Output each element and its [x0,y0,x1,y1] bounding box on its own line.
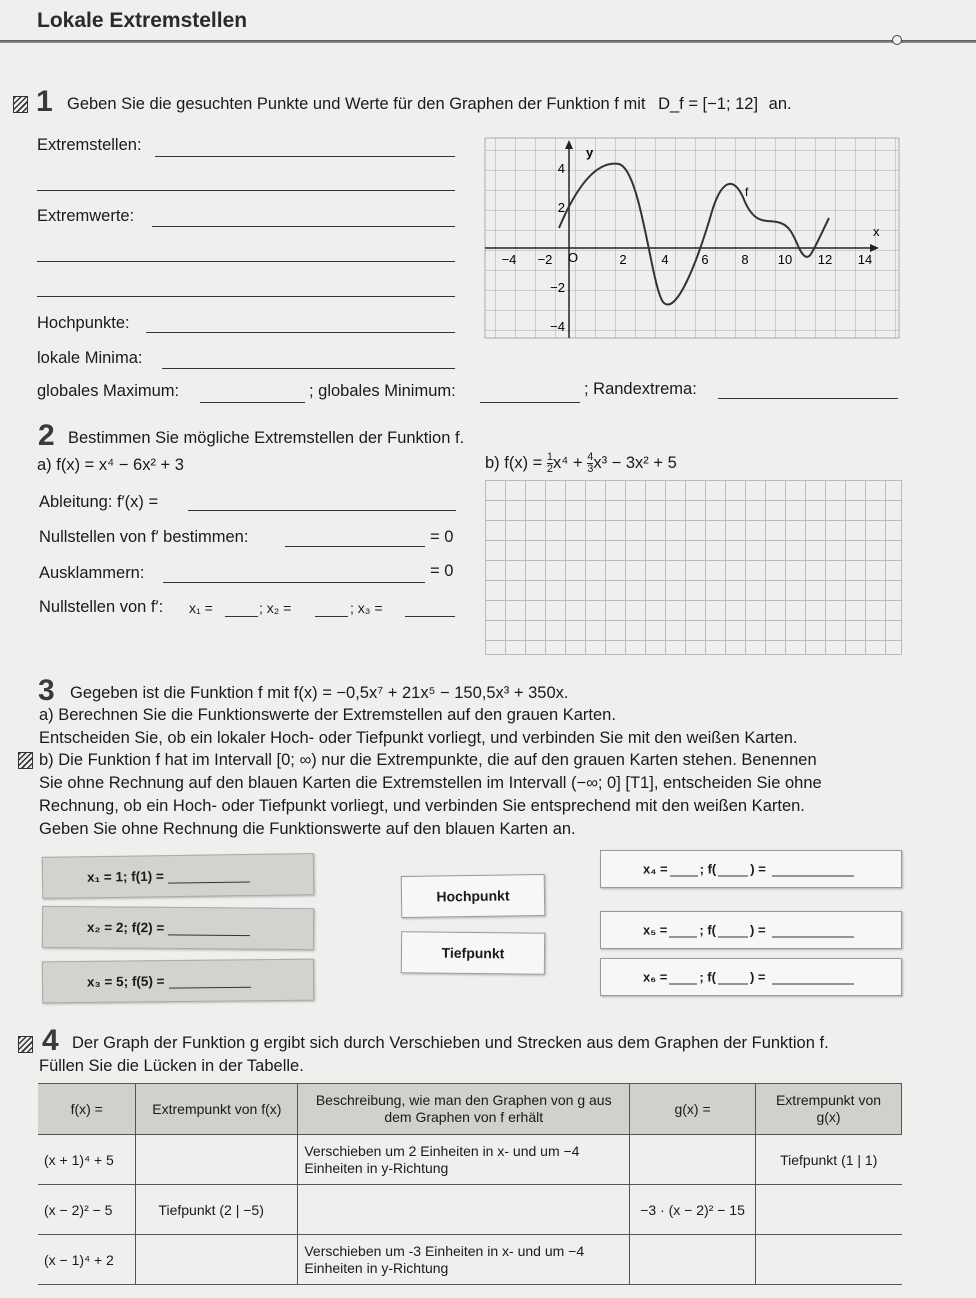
table-header: Beschreibung, wie man den Graphen von g aus dem Graphen von f erhält [298,1084,630,1135]
blue-card-x-label: x₄ = [643,861,668,877]
table-row [38,1135,902,1185]
answer-line-x2[interactable] [315,616,348,617]
blue-card-text [643,862,854,877]
answer-blank[interactable] [718,984,748,985]
grey-card-x3[interactable] [42,959,314,1004]
task3-b-line2: Sie ohne Rechnung auf den blauen Karten die Extremstellen im Intervall (−∞; 0] [T1], entscheiden Sie ohne [39,774,822,792]
blue-card-eq: ) = [750,922,766,938]
white-card-tiefpunkt[interactable] [401,931,545,975]
y-tick-label: −4 [550,319,565,334]
answer-blank[interactable] [718,937,748,938]
header-rule [0,40,976,43]
label-x3: ; x₃ = [350,600,383,616]
task3-a-line1: a) Berechnen Sie die Funktionswerte der Extremstellen auf den grauen Karten. [39,706,616,724]
x-axis-label: x [873,224,880,239]
blue-card-eq: ) = [749,969,766,985]
x-tick-label: 14 [857,252,873,267]
table-cell-blank[interactable] [756,1185,902,1235]
answer-line-extremstellen-2[interactable] [37,190,455,191]
blue-card-x6[interactable] [600,958,902,996]
task3-b-line4: Geben Sie ohne Rechnung die Funktionswerte auf den blauen Karten an. [39,820,576,838]
x-tick-label: 2 [619,252,627,267]
function-graph [455,130,905,345]
table-header: f(x) = [38,1084,136,1135]
label-extremstellen: Extremstellen: [37,136,142,154]
x-tick-label: 10 [777,252,793,267]
table-cell: Tiefpunkt (2 | −5) [136,1185,298,1235]
table-row [38,1185,902,1235]
answer-line-x3[interactable] [405,616,455,617]
label-lokale-minima: lokale Minima: [37,349,143,367]
pencil-icon [18,1036,33,1053]
task4-line2: Füllen Sie die Lücken in der Tabelle. [39,1057,304,1075]
table-cell-blank[interactable] [136,1235,298,1285]
table-header: Extrempunkt von g(x) [756,1084,902,1135]
y-axis-label: y [586,145,594,160]
answer-line-extremwerte-3[interactable] [37,296,455,297]
table-cell: Tiefpunkt (1 | 1) [756,1135,902,1185]
answer-line-ausklammern[interactable] [163,582,425,583]
task1-domain-suffix: an. [768,95,792,113]
answer-blank[interactable] [168,934,250,936]
task3-b-line3: Rechnung, ob ein Hoch- oder Tiefpunkt vorliegt, und verbinden Sie entsprechend mit den weißen Karten. [39,797,805,815]
label-x1: x₁ = [189,600,213,616]
table-cell-blank[interactable] [630,1135,756,1185]
answer-blank[interactable] [669,937,697,938]
grey-card-x1[interactable] [42,853,315,899]
table-cell-blank[interactable] [756,1235,902,1285]
page-title: Lokale Extremstellen [37,9,248,32]
task2-b-mid: x⁴ + [553,453,583,472]
grey-card-x2[interactable] [42,906,314,950]
x-tick-label: −2 [537,252,553,267]
table-cell: (x − 2)² − 5 [38,1185,136,1235]
answer-line-extremwerte-2[interactable] [37,261,455,262]
label-x2: ; x₂ = [259,600,292,616]
table-cell: Verschieben um 2 Einheiten in x- und um −4 Einheiten in y-Richtung [298,1135,630,1185]
answer-blank[interactable] [718,876,748,877]
table-header: Extrempunkt von f(x) [136,1084,298,1135]
blue-card-f-label: ; f( [699,969,716,985]
white-card-hochpunkt[interactable] [401,874,546,918]
task4-line1: Der Graph der Funktion g ergibt sich durch Verschieben und Strecken aus dem Graphen der Funktion f. [72,1034,829,1052]
x-tick-label: O [567,250,579,265]
task2-number: 2 [38,419,55,452]
blue-card-x-label: x₆ = [643,969,668,985]
task1-prompt [67,95,792,114]
answer-blank[interactable] [669,984,697,985]
pencil-icon [13,96,28,113]
label-ausklammern: Ausklammern: [39,564,145,582]
answer-blank[interactable] [168,881,250,883]
answer-blank[interactable] [772,984,854,985]
answer-line-extremwerte[interactable] [152,226,455,227]
table-cell: Verschieben um -3 Einheiten in x- und um −4 Einheiten in y-Richtung [298,1235,630,1285]
blue-card-x-label: x₅ = [643,922,668,938]
grey-card-text [87,920,250,936]
table-header: g(x) = [630,1084,756,1135]
task2-prompt: Bestimmen Sie mögliche Extremstellen der Funktion f. [68,429,465,447]
label-globales-maximum: globales Maximum: [37,382,180,400]
table-cell-blank[interactable] [630,1235,756,1285]
task2-b-suffix: x³ − 3x² + 5 [593,453,677,472]
answer-line-nullstellen[interactable] [285,546,425,547]
table-row [38,1235,902,1285]
task2-b-prefix: b) f(x) = [485,453,543,472]
task1-number: 1 [36,85,53,118]
grey-card-label: x₃ = 5; f(5) = [86,973,165,990]
task1-domain: D_f = [−1; 12] [658,95,759,113]
x-tick-label: 8 [741,252,749,267]
table-cell: −3 · (x − 2)² − 15 [630,1185,756,1235]
label-nullstellen-bestimmen: Nullstellen von f′ bestimmen: [39,528,249,546]
answer-line-x1[interactable] [225,616,258,617]
grey-card-text [87,973,251,990]
answer-line-randextrema[interactable] [718,398,898,399]
frac-den: 2 [546,463,554,475]
y-tick-label: 4 [557,161,565,176]
grey-card-text [87,867,250,884]
grey-card-label: x₂ = 2; f(2) = [86,919,165,936]
blue-card-eq: ) = [750,861,766,877]
eq-zero-2: = 0 [430,562,454,580]
y-tick-label: 2 [557,200,565,215]
task4-number: 4 [42,1024,59,1057]
label-globales-minimum: ; globales Minimum: [309,382,456,400]
task1-prompt-text: Geben Sie die gesuchten Punkte und Werte für den Graphen der Funktion f mit [67,95,646,113]
table-cell-blank[interactable] [136,1135,298,1185]
answer-line-globales-minimum[interactable] [480,402,580,403]
answer-blank[interactable] [772,876,854,877]
label-ableitung: Ableitung: f′(x) = [39,493,159,511]
table-cell: (x − 1)⁴ + 2 [38,1235,136,1285]
label-hochpunkte: Hochpunkte: [37,314,130,332]
frac-den: 3 [587,463,594,475]
blue-card-text [643,923,854,938]
answer-line-lokale-minima[interactable] [162,368,455,369]
transformation-table [38,1083,902,1285]
answer-blank[interactable] [169,987,251,989]
x-tick-label: 4 [661,252,669,267]
answer-line-extremstellen[interactable] [155,156,455,157]
task2-b [485,452,677,475]
pencil-icon [18,752,33,769]
eq-zero-1: = 0 [430,528,454,546]
blue-card-x5[interactable] [600,911,902,949]
task2-a: a) f(x) = x⁴ − 6x² + 3 [37,456,184,474]
blue-card-f-label: ; f( [699,922,717,938]
table-cell-blank[interactable] [298,1185,630,1235]
blue-card-f-label: ; f( [699,861,717,877]
answer-line-ableitung[interactable] [188,510,456,511]
function-label-f: f [745,185,749,199]
blue-card-x4[interactable] [600,850,902,888]
x-tick-label: 6 [701,252,709,267]
answer-line-hochpunkte[interactable] [146,332,455,333]
table-header-row [38,1084,902,1135]
white-card-label: Tiefpunkt [441,944,505,962]
label-nullstellen-f: Nullstellen von f′: [39,598,164,616]
header-rule-circle [892,35,902,45]
answer-blank[interactable] [670,876,698,877]
answer-line-globales-maximum[interactable] [200,402,305,403]
x-tick-label: 12 [817,252,833,267]
task3-number: 3 [38,674,55,707]
grey-card-label: x₁ = 1; f(1) = [86,868,164,885]
label-randextrema: ; Randextrema: [584,380,697,398]
task3-a-line2: Entscheiden Sie, ob ein lokaler Hoch- oder Tiefpunkt vorliegt, und verbinden Sie mit den weißen Karten. [39,729,798,747]
white-card-label: Hochpunkt [436,887,510,905]
frac-num: 4 [587,451,594,463]
table-cell: (x + 1)⁴ + 5 [38,1135,136,1185]
answer-blank[interactable] [772,937,854,938]
blue-card-text [643,970,854,985]
task3-b-line1: b) Die Funktion f hat im Intervall [0; ∞) nur die Extrempunkte, die auf den grauen Karten stehen. Benennen [39,751,817,769]
task2-work-grid[interactable] [485,480,902,655]
task3-intro: Gegeben ist die Funktion f mit f(x) = −0,5x⁷ + 21x⁵ − 150,5x³ + 350x. [70,684,569,702]
y-tick-label: −2 [550,280,565,295]
frac-num: 1 [546,451,554,463]
x-tick-label: −4 [501,252,517,267]
label-extremwerte: Extremwerte: [37,207,135,225]
